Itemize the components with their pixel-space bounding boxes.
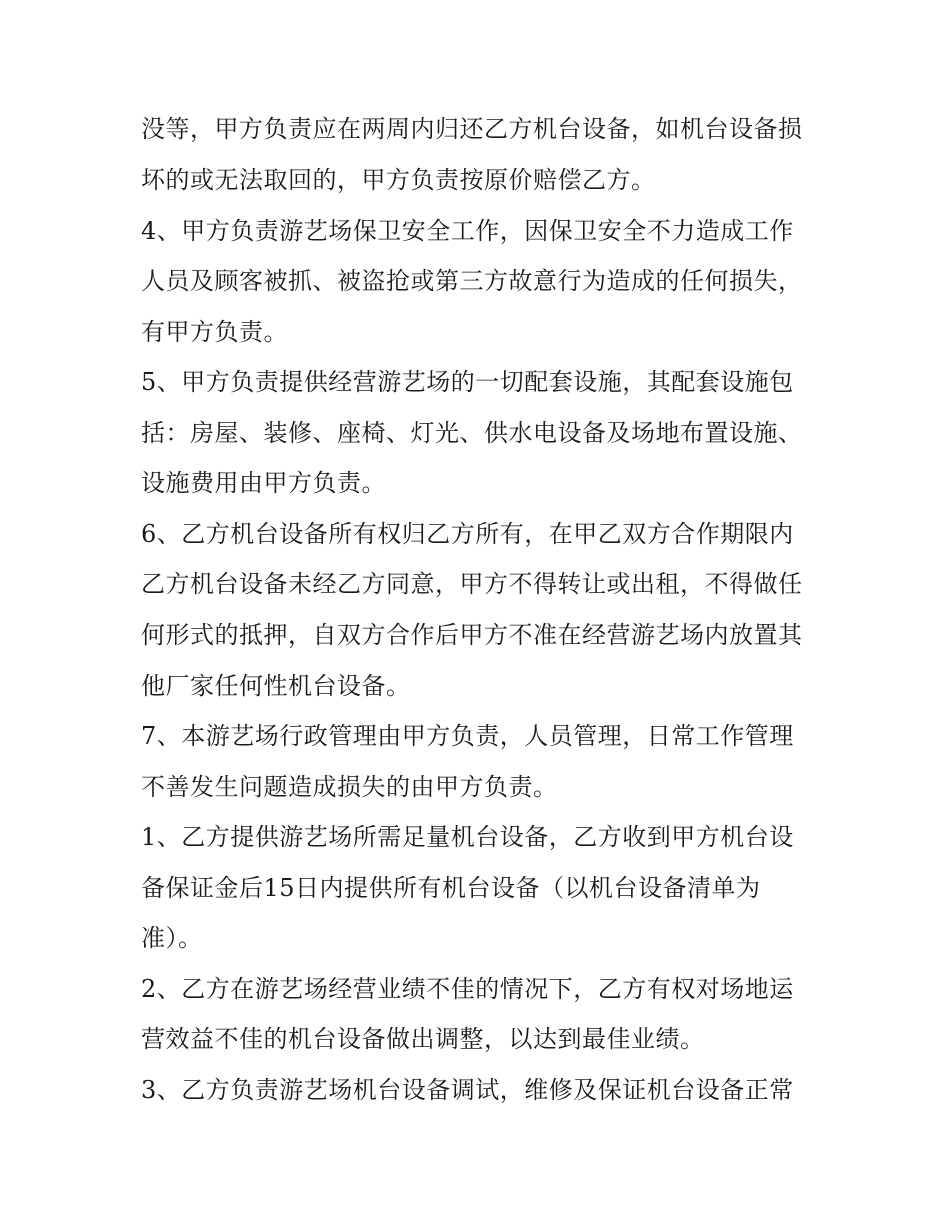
text-line: 括：房屋、装修、座椅、灯光、供水电设备及场地布置设施、 bbox=[141, 419, 803, 447]
text-line: 4、甲方负责游艺场保卫安全工作，因保卫安全不力造成工作 bbox=[141, 217, 794, 245]
text-line: 营效益不佳的机台设备做出调整，以达到最佳业绩。 bbox=[141, 1025, 705, 1053]
text-line: 3、乙方负责游艺场机台设备调试，维修及保证机台设备正常 bbox=[141, 1076, 794, 1104]
text-line: 7、本游艺场行政管理由甲方负责，人员管理，日常工作管理 bbox=[141, 722, 794, 750]
text-line: 6、乙方机台设备所有权归乙方所有，在甲乙双方合作期限内 bbox=[141, 520, 794, 548]
text-line: 设施费用由甲方负责。 bbox=[141, 469, 386, 497]
text-line: 不善发生问题造成损失的由甲方负责。 bbox=[141, 773, 558, 801]
text-line: 何形式的抵押，自双方合作后甲方不准在经营游艺场内放置其 bbox=[141, 621, 803, 649]
text-line: 有甲方负责。 bbox=[141, 318, 288, 346]
text-line: 2、乙方在游艺场经营业绩不佳的情况下，乙方有权对场地运 bbox=[141, 975, 794, 1003]
text-line: 乙方机台设备未经乙方同意，甲方不得转让或出租，不得做任 bbox=[141, 570, 803, 598]
text-line: 没等，甲方负责应在两周内归还乙方机台设备，如机台设备损 bbox=[141, 115, 803, 143]
text-line: 坏的或无法取回的，甲方负责按原价赔偿乙方。 bbox=[141, 166, 656, 194]
text-line: 准）。 bbox=[141, 924, 203, 952]
text-line: 1、乙方提供游艺场所需足量机台设备，乙方收到甲方机台设 bbox=[141, 823, 794, 851]
text-line: 他厂家任何性机台设备。 bbox=[141, 672, 411, 700]
text-line: 人员及顾客被抓、被盗抢或第三方故意行为造成的任何损失， bbox=[141, 267, 803, 295]
text-line: 备保证金后15日内提供所有机台设备（以机台设备清单为 bbox=[141, 874, 761, 902]
text-line: 5、甲方负责提供经营游艺场的一切配套设施，其配套设施包 bbox=[141, 368, 794, 396]
